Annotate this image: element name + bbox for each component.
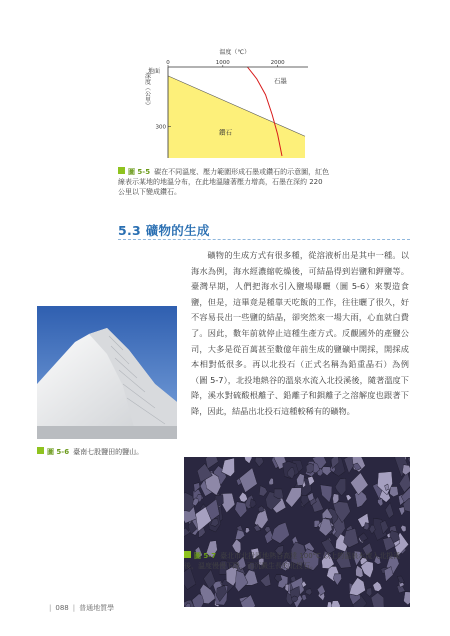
- caption-marker-icon: [184, 551, 191, 558]
- x-tick-label: 1000: [215, 60, 230, 66]
- hokutolite-photo: [184, 457, 410, 607]
- figure-5-5-caption: [118, 167, 330, 197]
- figure-5-5-chart: [0, 0, 450, 160]
- caption-marker-icon: [118, 167, 125, 174]
- section-divider: [118, 239, 410, 240]
- footer-divider: |: [72, 604, 76, 612]
- x-axis-title: 溫度（℃）: [219, 49, 251, 56]
- caption-text: 臺北市北投區地熱谷高達 100°C 以上的溫泉水流入北投溪後，溫度慢慢下降，而沉澱生長的北投石。: [184, 552, 401, 570]
- body-text: [191, 248, 409, 420]
- page-number: 088: [55, 604, 69, 612]
- crystal-shard: [274, 489, 284, 499]
- x-tick-label: 0: [166, 60, 170, 66]
- x-tick-label: 2000: [270, 60, 285, 66]
- figure-5-7-caption: [184, 551, 410, 571]
- figure-number: 圖 5-7: [194, 552, 217, 560]
- book-title: 普通地質學: [79, 604, 115, 612]
- footer-divider: |: [49, 604, 52, 612]
- caption-text: 臺南七股鹽田的鹽山。: [73, 448, 144, 456]
- graphite-region-label: 石墨: [273, 76, 287, 85]
- body-paragraph: 礦物的生成方式有很多種，從溶液析出是其中一種。以海水為例，海水經濃縮乾燥後，可結晶得到岩鹽和鉀鹽等。臺灣早期，人們把海水引入鹽場曝曬（圖 5-6）來製造食鹽，但是，這畢竟是種靠天吃飯的工作，往往曬了很久，好不容易長出一些鹽的結晶，卻突然來一場大雨，心血就白費了。因此，數年前就停止這種生產方式。反觀國外的產鹽公司，大多是從百萬甚至數億年前生成的鹽礦中開採，開採成本相對低很多。再以北投石（正式名稱為鉛重晶石）為例（圖 5-7），北投地熱谷的溫泉水流入北投溪後，隨著溫度下降，溪水對硫酸根離子、鉛離子和鋇離子之溶解度也跟著下降，因此，結晶出北投石這種較稀有的礦物。: [191, 250, 409, 416]
- page-footer: [45, 603, 114, 613]
- surface-label: 地面: [148, 68, 161, 75]
- figure-number: 圖 5-5: [128, 168, 151, 176]
- figure-number: 圖 5-6: [47, 448, 70, 456]
- caption-text: 碳在不同溫度、壓力範圍形成石墨或鑽石的示意圖，紅色線表示某地的地溫分布，在此地溫隨著壓力增高，石墨在深約 220 公里以下變成鑽石。: [118, 168, 330, 196]
- caption-marker-icon: [37, 447, 44, 454]
- y-tick-label: 300: [155, 124, 166, 131]
- y-axis-title: 深度（公里）: [143, 72, 151, 109]
- diamond-stability-region: [168, 76, 305, 158]
- section-title: 5.3 礦物的生成: [118, 223, 210, 238]
- diamond-region-label: 鑽石: [219, 128, 233, 137]
- salt-mountain-photo: [37, 306, 177, 439]
- figure-5-6-caption: [37, 447, 177, 457]
